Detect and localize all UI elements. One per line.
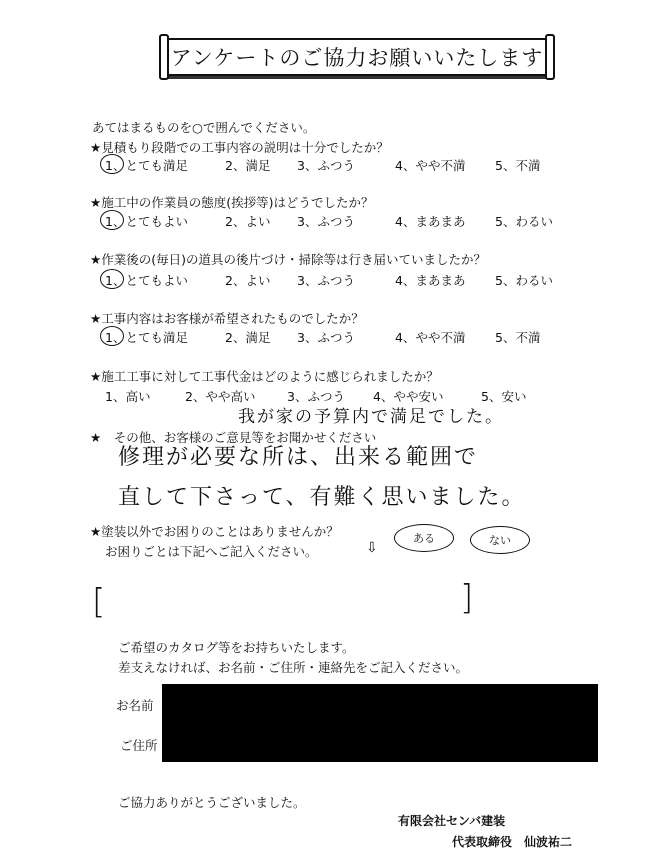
option-5-2[interactable]: 2、やや高い [185,389,256,404]
option-3-5[interactable]: 5、わるい [495,273,553,288]
option-3-3[interactable]: 3、ふつう [297,273,355,288]
options-3 [105,271,565,289]
selection-circle [100,154,124,174]
options-2 [105,212,565,230]
no-option[interactable]: ない [470,526,530,554]
handwritten-line-2: 修理が必要な所は、出来る範囲で [118,445,479,470]
option-3-4[interactable]: 4、まあまあ [395,273,466,288]
option-3-1[interactable]: 1、とてもよい [105,271,188,289]
option-5-3[interactable]: 3、ふつう [287,389,345,404]
address-label: ご住所 [120,738,158,753]
survey-title [165,38,549,76]
option-4-2[interactable]: 2、満足 [225,330,271,345]
question-2: ★施工中の作業員の態度(挨拶等)はどうでしたか？ [90,195,374,210]
thanks-text: ご協力ありがとうございました。 [118,795,306,810]
question-5: ★施工工事に対して工事代金はどのように感じられましたか？ [90,369,439,384]
option-2-3[interactable]: 3、ふつう [297,214,355,229]
option-2-4[interactable]: 4、まあまあ [395,214,466,229]
option-3-2[interactable]: 2、よい [225,273,271,288]
handwritten-line-1: 我が家の予算内で満足でした。 [238,407,504,427]
option-4-1[interactable]: 1、とても満足 [105,328,188,346]
representative-name: 代表取締役 仙波祐二 [452,835,573,849]
selection-circle [100,210,124,230]
bracket-left: [ [92,582,106,622]
title-text: アンケートのご協力お願いいたします [170,46,544,70]
option-5-4[interactable]: 4、やや安い [373,389,444,404]
option-4-3[interactable]: 3、ふつう [297,330,355,345]
name-label: お名前 [116,698,154,713]
redacted-personal-info [162,684,598,762]
option-1-4[interactable]: 4、やや不満 [395,158,466,173]
option-2-5[interactable]: 5、わるい [495,214,553,229]
company-name: 有限会社センバ建装 [398,814,506,828]
selection-circle [100,326,124,346]
option-1-5[interactable]: 5、不満 [495,158,541,173]
bracket-right: ] [460,578,474,618]
option-1-3[interactable]: 3、ふつう [297,158,355,173]
option-2-1[interactable]: 1、とてもよい [105,212,188,230]
yes-option[interactable]: ある [394,524,454,552]
trouble-question: ★塗装以外でお困りのことはありませんか？ [90,524,339,539]
question-3: ★作業後の(毎日)の道具の後片づけ・掃除等は行き届いていましたか？ [90,252,486,267]
option-5-5[interactable]: 5、安い [481,389,527,404]
option-4-5[interactable]: 5、不満 [495,330,541,345]
down-arrow-icon: ⇩ [366,540,378,556]
option-5-1[interactable]: 1、高い [105,389,151,404]
option-4-4[interactable]: 4、やや不満 [395,330,466,345]
catalog-line-2: 差支えなければ、お名前・ご住所・連絡先をご記入ください。 [118,660,469,675]
question-4: ★工事内容はお客様が希望されたものでしたか？ [90,311,364,326]
catalog-line-1: ご希望のカタログ等をお持ちいたします。 [118,640,355,655]
handwritten-line-3: 直して下さって、有難く思いました。 [118,485,526,510]
question-1: ★見積もり段階での工事内容の説明は十分でしたか？ [90,140,389,155]
option-1-1[interactable]: 1、とても満足 [105,156,188,174]
options-1 [105,156,565,174]
selection-circle [100,269,124,289]
option-1-2[interactable]: 2、満足 [225,158,271,173]
intro-text: あてはまるものを○で囲んでください。 [92,120,316,135]
option-2-2[interactable]: 2、よい [225,214,271,229]
options-4 [105,328,565,346]
trouble-note: お困りごとは下記へご記入ください。 [105,544,318,559]
opinion-label: ★ その他、お客様のご意見等をお聞かせください [90,430,377,445]
